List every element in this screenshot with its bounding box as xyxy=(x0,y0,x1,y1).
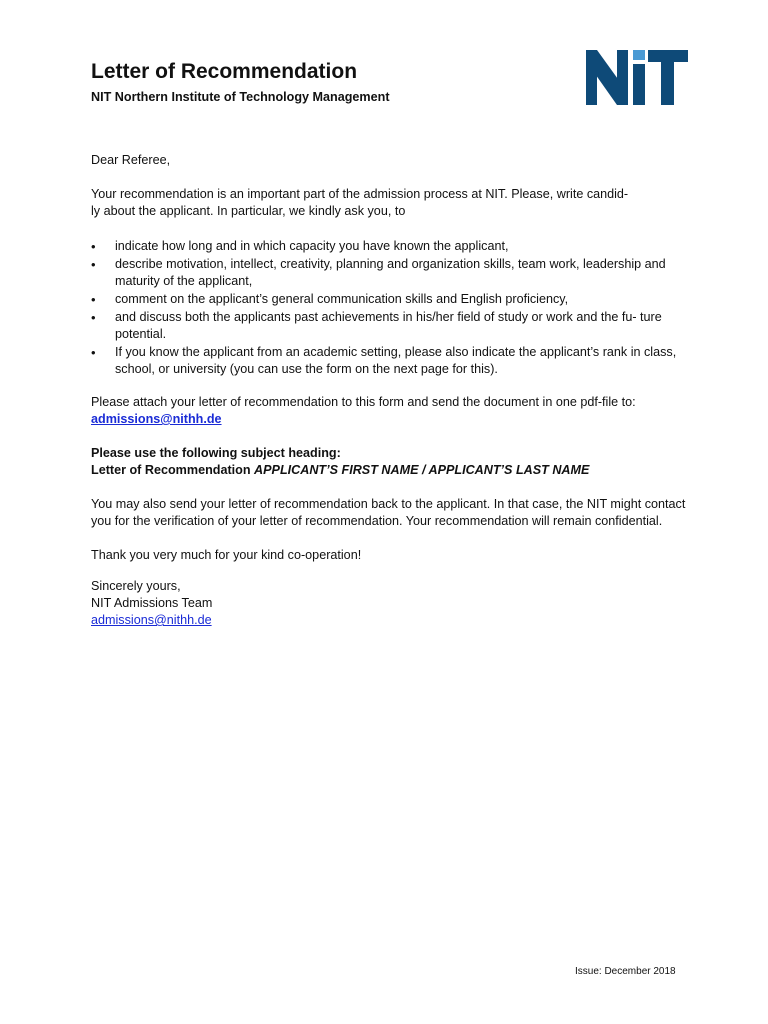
subject-prefix: Letter of Recommendation xyxy=(91,463,251,477)
intro-line-2: ly about the applicant. In particular, we kindly ask you, to xyxy=(91,204,406,218)
also-paragraph: You may also send your letter of recommendation back to the applicant. In that case, the NIT might contact you for the verification of your letter of recommendation. Your recommendation will remain confidential. xyxy=(91,497,686,528)
subject-placeholder: APPLICANT’S FIRST NAME / APPLICANT’S LAST NAME xyxy=(254,463,590,477)
intro-line-1: Your recommendation is an important part of the admission process at NIT. Please, write candid- xyxy=(91,187,629,201)
request-list xyxy=(91,238,691,378)
list-item: • describe motivation, intellect, creativity, planning and organization skills, team work, leadership and maturity of the applicant, xyxy=(91,256,691,290)
attach-text: Please attach your letter of recommendation to this form and send the document in one pdf-file to: xyxy=(91,395,636,409)
thanks-line: Thank you very much for your kind co-operation! xyxy=(91,548,362,562)
greeting: Dear Referee, xyxy=(91,153,171,167)
list-item: • If you know the applicant from an academic setting, please also indicate the applicant’s rank in class, school, or university (you can use the form on the next page for this). xyxy=(91,344,691,378)
document-title: Letter of Recommendation xyxy=(91,60,358,83)
nit-logo xyxy=(586,47,688,105)
list-item: • indicate how long and in which capacity you have known the applicant, xyxy=(91,238,691,255)
subject-heading-block xyxy=(91,445,691,479)
issue-date: Issue: December 2018 xyxy=(575,966,676,977)
admissions-email-link[interactable]: admissions@nithh.de xyxy=(91,412,222,426)
signature-email-link[interactable]: admissions@nithh.de xyxy=(91,613,212,627)
closing: Sincerely yours, xyxy=(91,579,181,593)
letter-body xyxy=(91,152,691,629)
attach-paragraph xyxy=(91,394,691,428)
intro-paragraph xyxy=(91,186,691,220)
list-item: • comment on the applicant’s general communication skills and English proficiency, xyxy=(91,291,691,308)
subject-heading-label: Please use the following subject heading: xyxy=(91,446,341,460)
team-name: NIT Admissions Team xyxy=(91,596,213,610)
signature-block xyxy=(91,578,691,629)
institution-name: NIT Northern Institute of Technology Management xyxy=(91,90,390,104)
list-item: • and discuss both the applicants past achievements in his/her field of study or work and the fu- ture potential. xyxy=(91,309,691,343)
